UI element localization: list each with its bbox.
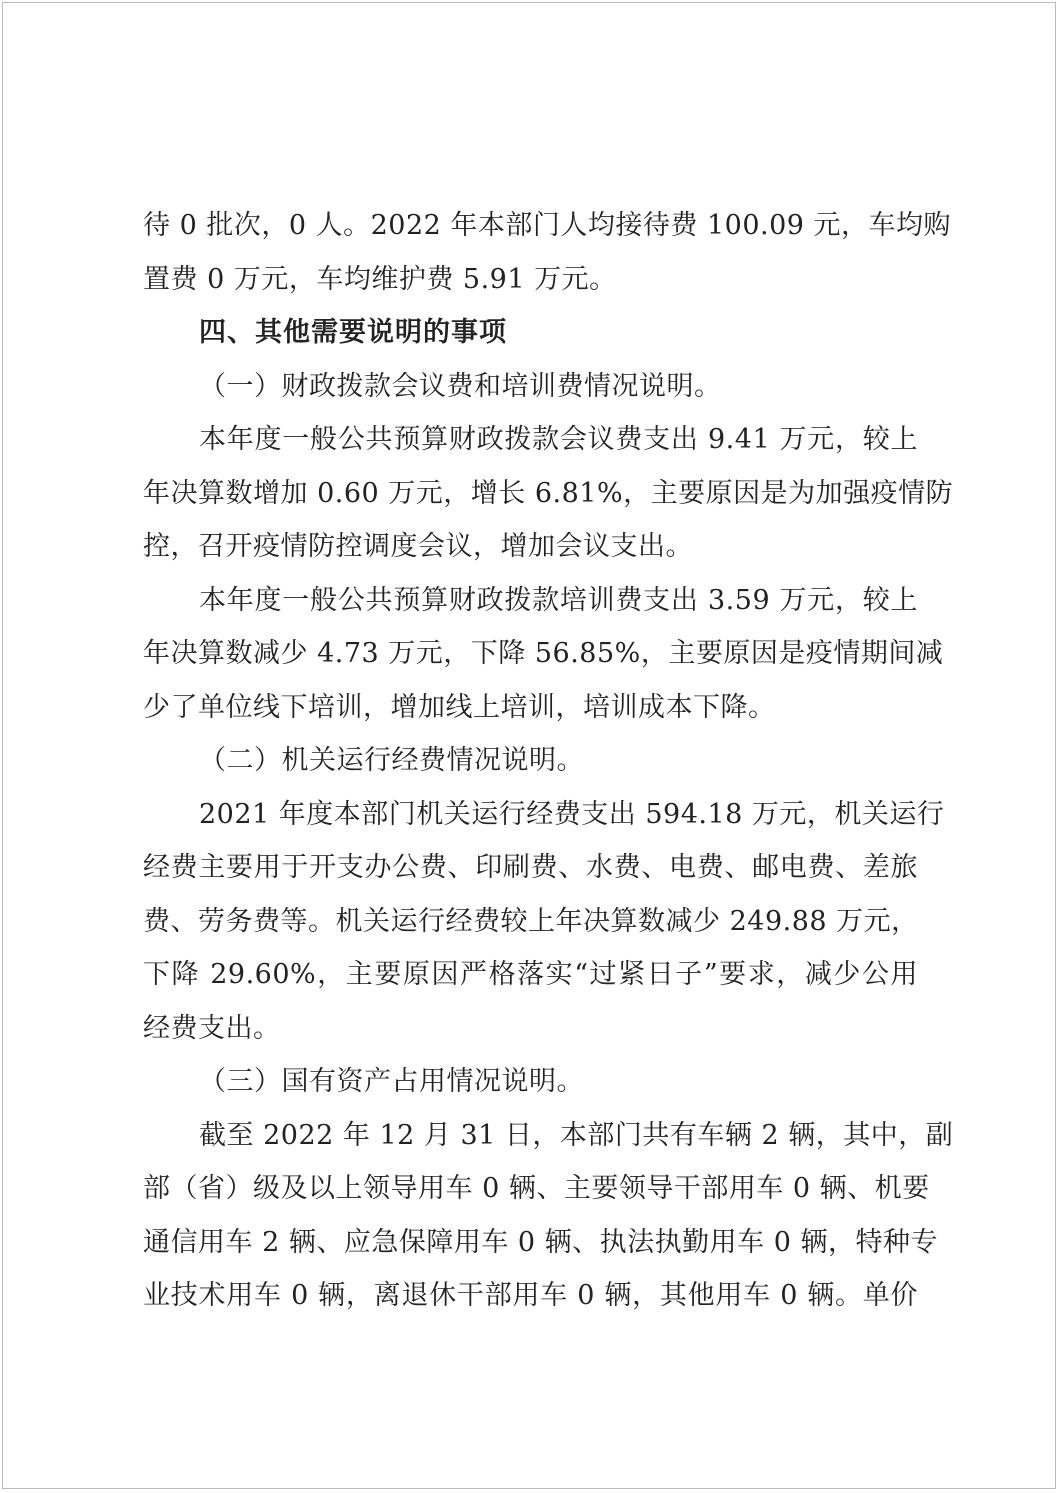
subsection-heading: （一）财政拨款会议费和培训费情况说明。: [199, 370, 722, 402]
text-line: 年决算数增加 0.60 万元，增长 6.81%，主要原因是为加强疫情防: [143, 477, 954, 509]
text-line: 下降 29.60%，主要原因严格落实“过紧日子”要求，减少公用: [143, 959, 918, 990]
subsection-heading: （二）机关运行经费情况说明。: [199, 745, 584, 776]
text-line: 部（省）级及以上领导用车 0 辆、主要领导干部用车 0 辆、机要: [143, 1173, 930, 1204]
document-body: [143, 199, 954, 1323]
text-line: 经费主要用于开支办公费、印刷费、水费、电费、邮电费、差旅: [143, 852, 918, 883]
text-line: 2021 年度本部门机关运行经费支出 594.18 万元，机关运行: [199, 798, 945, 830]
text-line: 控，召开疫情防控调度会议，增加会议支出。: [143, 531, 693, 562]
text-line: 本年度一般公共预算财政拨款培训费支出 3.59 万元，较上: [199, 584, 918, 616]
text-line: 少了单位线下培训，增加线上培训，培训成本下降。: [143, 691, 776, 723]
text-line: 本年度一般公共预算财政拨款会议费支出 9.41 万元，较上: [199, 424, 918, 455]
text-line: 待 0 批次，0 人。2022 年本部门人均接待费 100.09 元，车均购: [143, 210, 952, 241]
text-line: 置费 0 万元，车均维护费 5.91 万元。: [143, 263, 617, 295]
subsection-heading: （三）国有资产占用情况说明。: [199, 1066, 584, 1097]
text-line: 业技术用车 0 辆，离退休干部用车 0 辆，其他用车 0 辆。单价: [143, 1280, 918, 1311]
text-line: 通信用车 2 辆、应急保障用车 0 辆、执法执勤用车 0 辆，特种专: [143, 1226, 939, 1258]
text-line: 费、劳务费等。机关运行经费较上年决算数减少 249.88 万元，: [143, 905, 919, 937]
text-line: 年决算数减少 4.73 万元，下降 56.85%，主要原因是疫情期间减: [143, 638, 944, 669]
text-line: 截至 2022 年 12 月 31 日，本部门共有车辆 2 辆，其中，副: [199, 1119, 954, 1151]
section-heading: 四、其他需要说明的事项: [199, 317, 507, 348]
text-line: 经费支出。: [143, 1012, 281, 1044]
